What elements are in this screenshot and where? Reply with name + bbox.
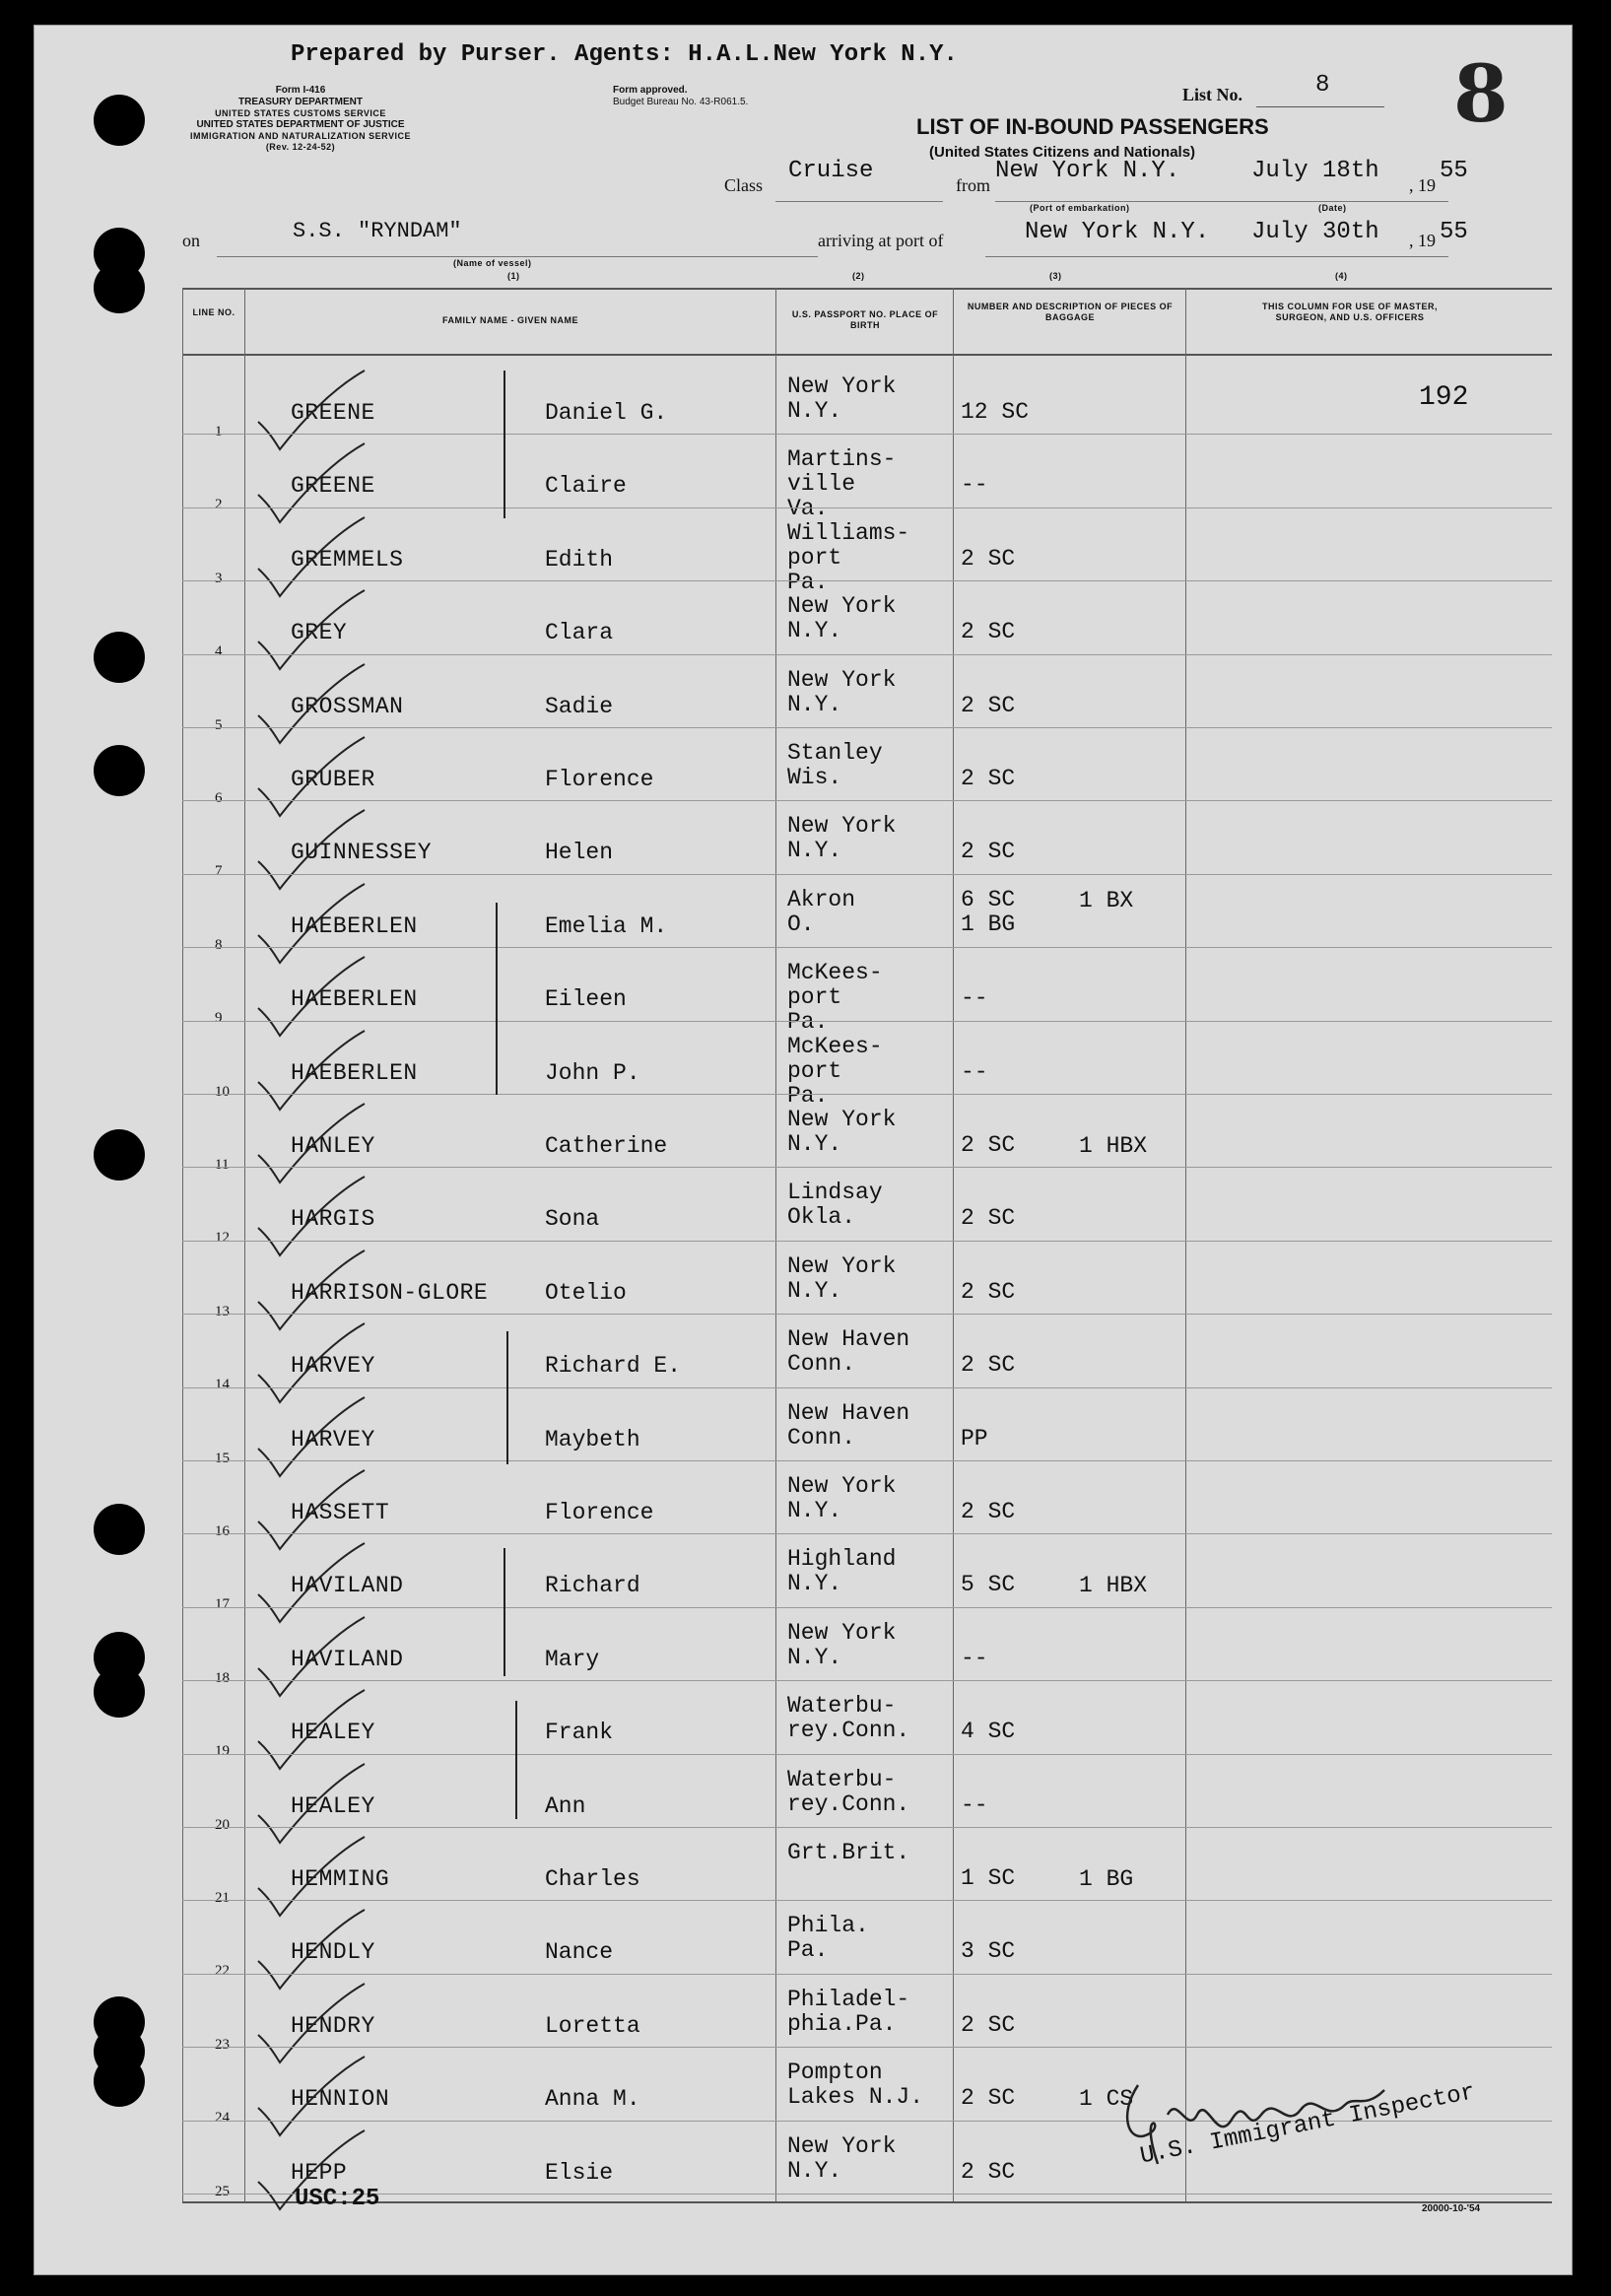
family-name: HARVEY bbox=[291, 1353, 375, 1380]
family-name: GREENE bbox=[291, 400, 375, 426]
list-no-value: 8 bbox=[1315, 72, 1330, 99]
port-embark-caption: (Port of embarkation) bbox=[1030, 203, 1130, 213]
line-number: 18 bbox=[215, 1669, 230, 1686]
table-row bbox=[34, 1827, 1572, 1906]
table-row bbox=[34, 1680, 1572, 1760]
list-no-underline bbox=[1256, 106, 1384, 107]
class-value: Cruise bbox=[788, 158, 874, 184]
family-name: HAVILAND bbox=[291, 1646, 404, 1672]
family-name: GRUBER bbox=[291, 767, 375, 792]
table-row bbox=[34, 947, 1572, 1036]
place-of-birth: New York N.Y. bbox=[787, 1107, 897, 1157]
table-top-rule bbox=[182, 288, 1552, 290]
place-of-birth: New York N.Y. bbox=[787, 666, 897, 717]
place-of-birth: Lindsay Okla. bbox=[787, 1180, 883, 1231]
given-name: Frank bbox=[545, 1720, 614, 1746]
place-of-birth: Grt.Brit. bbox=[787, 1840, 910, 1865]
given-name: Anna M. bbox=[545, 2086, 640, 2113]
family-name: HARVEY bbox=[291, 1426, 375, 1452]
baggage-count: -- bbox=[961, 472, 988, 499]
place-of-birth: New York N.Y. bbox=[787, 1619, 897, 1670]
place-of-birth: Highland N.Y. bbox=[787, 1546, 897, 1597]
line-number: 22 bbox=[215, 1963, 230, 1980]
line-number: 25 bbox=[215, 2183, 230, 2199]
baggage-count: -- bbox=[961, 1058, 988, 1085]
given-name: Edith bbox=[545, 546, 614, 573]
place-of-birth: New York N.Y. bbox=[787, 1473, 897, 1523]
year-prefix-2: , 19 bbox=[1409, 231, 1436, 250]
given-name: John P. bbox=[545, 1059, 640, 1086]
place-of-birth: New York N.Y. bbox=[787, 1252, 897, 1304]
line-number: 7 bbox=[215, 863, 223, 880]
baggage-count: 2 SC bbox=[961, 2085, 1016, 2112]
line-number: 21 bbox=[215, 1890, 230, 1906]
table-row bbox=[34, 1754, 1572, 1833]
place-of-birth: Pompton Lakes N.J. bbox=[787, 2060, 924, 2111]
table-row bbox=[34, 1900, 1572, 1980]
form-subtitle: (United States Citizens and Nationals) bbox=[929, 144, 1196, 161]
line-number: 23 bbox=[215, 2036, 230, 2053]
vessel-name: S.S. "RYNDAM" bbox=[293, 219, 462, 243]
place-of-birth: New York N.Y. bbox=[787, 813, 897, 864]
dept-treasury: TREASURY DEPARTMENT bbox=[238, 97, 363, 107]
given-name: Eileen bbox=[545, 986, 627, 1013]
baggage-count: 2 SC bbox=[961, 1352, 1016, 1379]
baggage-count: 2 SC bbox=[961, 1132, 1016, 1158]
inspector-stamp: U.S. Immigrant Inspector bbox=[1138, 2079, 1478, 2171]
line-number: 12 bbox=[215, 1230, 230, 1247]
given-name: Richard bbox=[545, 1573, 640, 1599]
place-of-birth: New Haven Conn. bbox=[787, 1326, 910, 1378]
baggage-count: 2 SC bbox=[961, 1278, 1016, 1305]
table-row bbox=[34, 1094, 1572, 1173]
given-name: Clara bbox=[545, 620, 614, 646]
table-row bbox=[34, 1241, 1572, 1319]
baggage-count: 3 SC bbox=[961, 1938, 1016, 1965]
family-name: GROSSMAN bbox=[291, 693, 404, 719]
given-name: Ann bbox=[545, 1792, 586, 1819]
baggage-count: -- bbox=[961, 1645, 988, 1671]
line-number: 17 bbox=[215, 1596, 230, 1613]
baggage-count: 2 SC bbox=[961, 545, 1016, 572]
from-port: New York N.Y. bbox=[995, 158, 1180, 184]
form-approved: Form approved. bbox=[613, 85, 688, 96]
print-code: 20000-10-'54 bbox=[1422, 2203, 1481, 2214]
table-row bbox=[34, 874, 1572, 953]
baggage-count: 2 SC bbox=[961, 839, 1016, 865]
from-underline bbox=[995, 201, 1448, 202]
table-row bbox=[34, 361, 1572, 439]
line-number: 8 bbox=[215, 936, 223, 953]
baggage-extra: 1 BX bbox=[1079, 887, 1134, 913]
baggage-extra: 1 HBX bbox=[1079, 1573, 1148, 1599]
given-name: Otelio bbox=[545, 1279, 627, 1306]
table-row bbox=[34, 580, 1572, 660]
from-label: from bbox=[956, 175, 990, 195]
given-name: Claire bbox=[545, 473, 627, 500]
place-of-birth: New Haven Conn. bbox=[787, 1399, 910, 1451]
family-name: HENDLY bbox=[291, 1939, 375, 1966]
table-bottom-rule bbox=[182, 2201, 1552, 2203]
line-number: 16 bbox=[215, 1523, 230, 1539]
baggage-count: 2 SC bbox=[961, 1205, 1016, 1232]
family-name: GREENE bbox=[291, 473, 375, 500]
manifest-page bbox=[34, 25, 1573, 2275]
place-of-birth: Stanley Wis. bbox=[787, 740, 883, 790]
line-number: 6 bbox=[215, 790, 223, 806]
given-name: Charles bbox=[545, 1866, 640, 1892]
family-name: GUINNESSEY bbox=[291, 840, 433, 866]
table-row bbox=[34, 507, 1572, 595]
date-caption: (Date) bbox=[1318, 203, 1347, 213]
baggage-extra: 1 CS bbox=[1079, 2086, 1134, 2113]
arrival-date: July 30th bbox=[1251, 219, 1379, 245]
inspector-signature bbox=[1099, 2075, 1434, 2184]
arriving-label: arriving at port of bbox=[818, 231, 944, 250]
table-row bbox=[34, 1314, 1572, 1393]
year-1: 55 bbox=[1440, 158, 1468, 184]
punch-hole bbox=[94, 95, 145, 146]
on-label: on bbox=[182, 231, 200, 250]
col-header-line: LINE NO. bbox=[192, 307, 235, 317]
class-label: Class bbox=[724, 175, 764, 195]
line-number: 24 bbox=[215, 2110, 230, 2127]
table-row bbox=[34, 1607, 1572, 1686]
family-name: HARRISON-GLORE bbox=[291, 1279, 489, 1306]
line-number: 2 bbox=[215, 497, 223, 513]
family-name: GREY bbox=[291, 620, 348, 646]
col-header-name: FAMILY NAME - GIVEN NAME bbox=[441, 315, 578, 325]
place-of-birth: McKees- port Pa. bbox=[787, 1033, 883, 1109]
family-name: HEALEY bbox=[291, 1792, 375, 1819]
table-row bbox=[34, 800, 1572, 880]
family-name: HEMMING bbox=[291, 1866, 390, 1892]
family-name: HAEBERLEN bbox=[291, 912, 418, 939]
given-name: Loretta bbox=[545, 2012, 640, 2039]
family-name: HAEBERLEN bbox=[291, 1059, 418, 1086]
baggage-count: 2 SC bbox=[961, 2011, 1016, 2038]
family-name: HAEBERLEN bbox=[291, 986, 418, 1013]
table-row bbox=[34, 1533, 1572, 1613]
table-row bbox=[34, 1387, 1572, 1466]
family-name: HEALEY bbox=[291, 1720, 375, 1746]
baggage-count: 1 SC bbox=[961, 1865, 1016, 1891]
list-no-label: List No. bbox=[1182, 85, 1243, 104]
place-of-birth: Waterbu- rey.Conn. bbox=[787, 1693, 910, 1744]
table-row bbox=[34, 1460, 1572, 1539]
line-number: 20 bbox=[215, 1816, 230, 1833]
line-number: 13 bbox=[215, 1303, 230, 1319]
approval-block bbox=[613, 85, 748, 108]
col-num-1: (1) bbox=[507, 271, 520, 281]
line-number: 9 bbox=[215, 1010, 223, 1027]
family-name: HENDRY bbox=[291, 2012, 375, 2039]
col-header-officers: THIS COLUMN FOR USE OF MASTER, SURGEON, AND U.S. OFFICERS bbox=[1262, 302, 1438, 322]
family-name: HASSETT bbox=[291, 1500, 390, 1525]
family-bracket bbox=[503, 371, 505, 518]
given-name: Daniel G. bbox=[545, 400, 668, 426]
family-name: HAVILAND bbox=[291, 1573, 404, 1599]
col-header-passport: U.S. PASSPORT NO. PLACE OF BIRTH bbox=[791, 309, 939, 330]
row-rule bbox=[182, 2194, 1552, 2195]
baggage-count: 2 SC bbox=[961, 619, 1016, 645]
form-block bbox=[143, 85, 458, 153]
line-number: 11 bbox=[215, 1157, 230, 1173]
line-number: 4 bbox=[215, 643, 223, 660]
place-of-birth: Philadel- phia.Pa. bbox=[787, 1986, 910, 2037]
officer-note: 192 bbox=[1419, 382, 1469, 413]
table-row bbox=[34, 1974, 1572, 2053]
family-bracket bbox=[503, 1548, 505, 1676]
place-of-birth: McKees- port Pa. bbox=[787, 960, 883, 1036]
given-name: Sadie bbox=[545, 693, 614, 719]
given-name: Florence bbox=[545, 767, 654, 792]
table-header-rule bbox=[182, 354, 1552, 356]
col-header-baggage: NUMBER AND DESCRIPTION OF PIECES OF BAGGAGE bbox=[967, 302, 1174, 322]
family-bracket bbox=[506, 1331, 508, 1464]
given-name: Nance bbox=[545, 1939, 614, 1966]
line-number: 14 bbox=[215, 1377, 230, 1393]
table-row bbox=[34, 434, 1572, 522]
baggage-extra: 1 HBX bbox=[1079, 1133, 1148, 1159]
class-underline bbox=[775, 201, 943, 202]
baggage-count: 2 SC bbox=[961, 766, 1016, 791]
given-name: Sona bbox=[545, 1206, 600, 1233]
from-date: July 18th bbox=[1251, 158, 1379, 184]
family-name: HEPP bbox=[291, 2159, 348, 2186]
form-title: LIST OF IN-BOUND PASSENGERS bbox=[916, 114, 1269, 139]
place-of-birth: Akron O. bbox=[787, 886, 856, 937]
given-name: Florence bbox=[545, 1500, 654, 1525]
table-row bbox=[34, 1021, 1572, 1109]
given-name: Helen bbox=[545, 840, 614, 866]
given-name: Richard E. bbox=[545, 1353, 682, 1380]
place-of-birth: New York N.Y. bbox=[787, 2132, 897, 2184]
vessel-caption: (Name of vessel) bbox=[453, 258, 532, 268]
table-row bbox=[34, 1167, 1572, 1247]
arrival-underline bbox=[985, 256, 1448, 257]
family-name: GREMMELS bbox=[291, 546, 404, 573]
given-name: Mary bbox=[545, 1646, 600, 1672]
given-name: Catherine bbox=[545, 1133, 668, 1159]
col-num-2: (2) bbox=[852, 271, 865, 281]
family-name: HARGIS bbox=[291, 1206, 375, 1233]
baggage-extra: 1 BG bbox=[1079, 1866, 1134, 1892]
budget-bureau: Budget Bureau No. 43-R061.5. bbox=[613, 97, 749, 107]
table-row bbox=[34, 727, 1572, 806]
baggage-count: -- bbox=[961, 985, 988, 1012]
line-number: 19 bbox=[215, 1743, 230, 1760]
col-num-4: (4) bbox=[1335, 271, 1348, 281]
baggage-count: 5 SC bbox=[961, 1572, 1016, 1598]
place-of-birth: Phila. Pa. bbox=[787, 1913, 869, 1964]
baggage-count: 2 SC bbox=[961, 1499, 1016, 1524]
family-bracket bbox=[515, 1701, 517, 1819]
baggage-count: PP bbox=[961, 1425, 988, 1452]
family-bracket bbox=[496, 903, 498, 1095]
form-id: Form I-416 bbox=[275, 85, 326, 96]
ins-service: IMMIGRATION AND NATURALIZATION SERVICE bbox=[190, 131, 411, 141]
form-revision: (Rev. 12-24-52) bbox=[265, 142, 336, 152]
baggage-count: 12 SC bbox=[961, 399, 1030, 425]
given-name: Maybeth bbox=[545, 1426, 640, 1452]
vessel-underline bbox=[217, 256, 818, 257]
family-name: HENNION bbox=[291, 2086, 390, 2113]
line-number: 3 bbox=[215, 570, 223, 586]
table-row bbox=[34, 654, 1572, 733]
line-number: 5 bbox=[215, 716, 223, 733]
line-number: 10 bbox=[215, 1083, 230, 1100]
given-name: Elsie bbox=[545, 2159, 614, 2186]
place-of-birth: Martins- ville Va. bbox=[787, 446, 897, 522]
baggage-count: 2 SC bbox=[961, 2158, 1016, 2185]
punch-hole bbox=[94, 262, 145, 313]
place-of-birth: Williams- port Pa. bbox=[787, 519, 910, 595]
place-of-birth: New York N.Y. bbox=[787, 593, 897, 644]
year-prefix-1: , 19 bbox=[1409, 175, 1436, 195]
family-name: HANLEY bbox=[291, 1133, 375, 1159]
line-number: 1 bbox=[215, 424, 223, 439]
page-number-handwritten: 8 bbox=[1453, 47, 1509, 140]
baggage-count: 6 SC 1 BG bbox=[961, 886, 1016, 937]
baggage-count: -- bbox=[961, 1791, 988, 1818]
baggage-count: 2 SC bbox=[961, 692, 1016, 718]
arrival-port: New York N.Y. bbox=[1025, 219, 1210, 245]
place-of-birth: Waterbu- rey.Conn. bbox=[787, 1766, 910, 1817]
dept-justice: UNITED STATES DEPARTMENT OF JUSTICE bbox=[196, 119, 405, 130]
usc-count: USC:25 bbox=[295, 2186, 380, 2212]
place-of-birth: New York N.Y. bbox=[787, 373, 897, 424]
prepared-by-line: Prepared by Purser. Agents: H.A.L.New York N.Y. bbox=[291, 41, 958, 68]
baggage-count: 4 SC bbox=[961, 1719, 1016, 1745]
given-name: Emelia M. bbox=[545, 912, 668, 939]
year-2: 55 bbox=[1440, 219, 1468, 245]
customs-service: UNITED STATES CUSTOMS SERVICE bbox=[215, 108, 386, 118]
col-num-3: (3) bbox=[1049, 271, 1062, 281]
line-number: 15 bbox=[215, 1450, 230, 1466]
